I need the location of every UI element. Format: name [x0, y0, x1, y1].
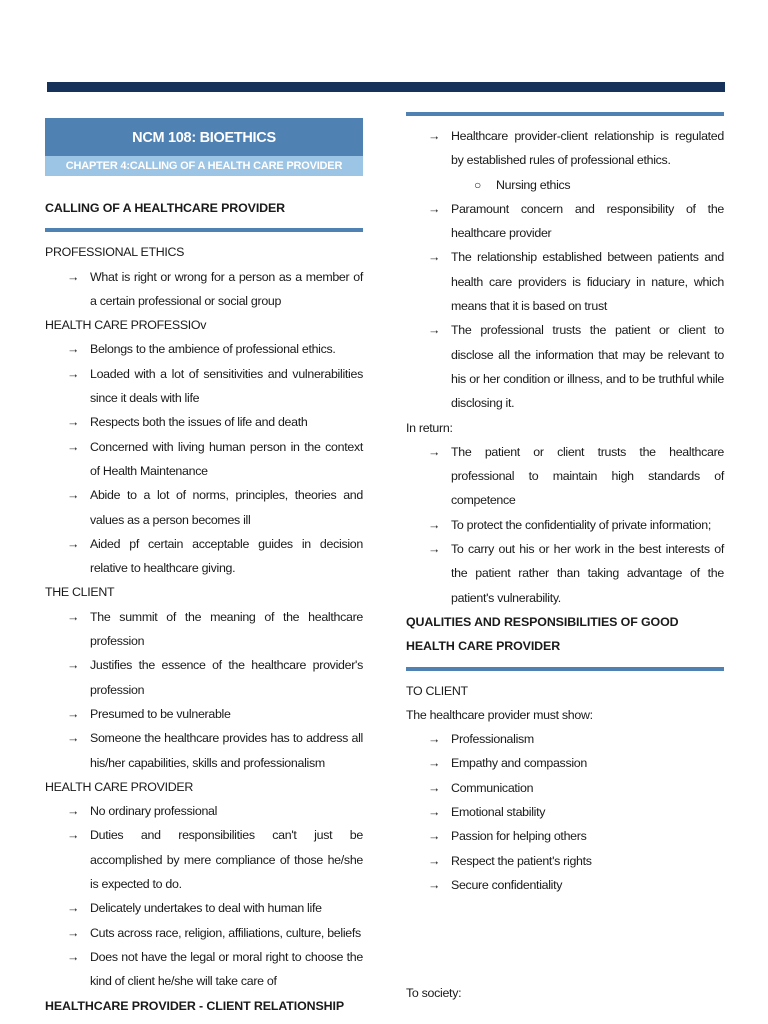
arrow-icon: → — [67, 731, 80, 746]
list-item — [45, 605, 363, 654]
list-item — [45, 337, 363, 361]
list-item-text: Respect the patient's rights — [451, 853, 592, 868]
list-item-text: Paramount concern and responsibility of the healthcare provider — [451, 201, 724, 241]
list-item — [45, 362, 363, 411]
list-item — [45, 945, 363, 994]
list-item-text: Someone the healthcare provides has to address all his/her capabilities, skills and professionalism — [90, 731, 363, 770]
list-item — [406, 245, 724, 318]
arrow-icon: → — [67, 658, 80, 673]
arrow-icon: → — [428, 732, 441, 747]
provider-list — [45, 799, 363, 993]
to-society-label: To society: — [406, 986, 462, 1001]
list-item-text: Cuts across race, religion, affiliations, culture, beliefs — [90, 925, 361, 940]
arrow-icon: → — [67, 366, 80, 381]
hc-profession-label: HEALTH CARE PROFESSIOv — [45, 318, 207, 333]
list-item — [406, 849, 724, 873]
arrow-icon: → — [428, 250, 441, 265]
list-item — [45, 653, 363, 702]
prof-ethics-list — [45, 265, 363, 314]
list-item — [406, 800, 724, 824]
must-show-list — [406, 727, 724, 897]
list-item-text: Emotional stability — [451, 805, 546, 820]
chapter-subtitle: CHAPTER 4:CALLING OF A HEALTH CARE PROVIDER — [45, 156, 363, 176]
arrow-icon: → — [67, 342, 80, 357]
arrow-icon: → — [428, 517, 441, 532]
arrow-icon: → — [67, 536, 80, 551]
arrow-icon: → — [67, 415, 80, 430]
list-item — [406, 824, 724, 848]
list-item-text: Aided pf certain acceptable guides in decision relative to healthcare giving. — [90, 536, 363, 576]
arrow-icon: → — [67, 609, 80, 624]
to-client-label: TO CLIENT — [406, 683, 468, 698]
list-item — [45, 483, 363, 532]
calling-heading: CALLING OF A HEALTHCARE PROVIDER — [45, 201, 286, 215]
sub-list-item — [406, 173, 724, 197]
circle-bullet-icon: ○ — [474, 177, 481, 192]
list-item — [406, 776, 724, 800]
hc-profession-list — [45, 337, 363, 580]
list-item-text: The patient or client trusts the healthcare professional to maintain high standards of competence — [451, 444, 724, 508]
list-item-text: Justifies the essence of the healthcare provider's profession — [90, 658, 363, 697]
prof-ethics-label: PROFESSIONAL ETHICS — [45, 245, 185, 260]
left-column — [45, 118, 363, 1018]
provider-label: HEALTH CARE PROVIDER — [45, 779, 193, 794]
arrow-icon: → — [428, 323, 441, 338]
list-item-text: Delicately undertakes to deal with human life — [90, 901, 322, 916]
arrow-icon: → — [67, 269, 80, 284]
arrow-icon: → — [67, 828, 80, 843]
arrow-icon: → — [67, 901, 80, 916]
client-label: THE CLIENT — [45, 585, 115, 600]
arrow-icon: → — [428, 201, 441, 216]
arrow-icon: → — [428, 129, 441, 143]
arrow-icon: → — [67, 439, 80, 454]
list-item — [45, 726, 363, 775]
arrow-icon: → — [67, 488, 80, 503]
list-item — [406, 124, 724, 173]
relationship-heading: HEALTHCARE PROVIDER - CLIENT RELATIONSHIP — [45, 998, 345, 1013]
list-item — [45, 435, 363, 484]
list-item — [45, 921, 363, 945]
list-item — [406, 727, 724, 751]
list-item-text: Healthcare provider-client relationship is regulated by established rules of professional ethics. — [451, 129, 724, 168]
arrow-icon: → — [67, 804, 80, 819]
arrow-icon: → — [428, 542, 441, 557]
list-item-text: Communication — [451, 780, 534, 795]
list-item — [45, 410, 363, 434]
list-item-text: Loaded with a lot of sensitivities and vulnerabilities since it deals with life — [90, 366, 363, 406]
list-item — [45, 896, 363, 920]
arrow-icon: → — [428, 853, 441, 868]
list-item-text: To protect the confidentiality of private information; — [451, 517, 711, 532]
list-item-text: Does not have the legal or moral right to choose the kind of client he/she will take care of — [90, 949, 363, 989]
arrow-icon: → — [67, 949, 80, 964]
arrow-icon: → — [428, 805, 441, 820]
list-item — [406, 197, 724, 246]
list-item-text: The summit of the meaning of the healthcare profession — [90, 609, 363, 649]
list-item-text: Secure confidentiality — [451, 877, 563, 892]
list-item — [406, 440, 724, 513]
list-item — [45, 532, 363, 581]
list-item-text: No ordinary professional — [90, 804, 218, 819]
list-item-text: Professionalism — [451, 732, 534, 747]
list-item-text: Respects both the issues of life and death — [90, 415, 308, 430]
arrow-icon: → — [428, 829, 441, 844]
list-item — [406, 873, 724, 897]
list-item — [406, 751, 724, 775]
arrow-icon: → — [428, 780, 441, 795]
sub-list-item-text: Nursing ethics — [496, 177, 571, 192]
relationship-list — [406, 197, 724, 416]
list-item — [406, 318, 724, 415]
list-item-text: Duties and responsibilities can't just be accomplished by mere compliance of those he/she is expected to do. — [90, 828, 363, 892]
list-item — [45, 823, 363, 896]
list-item — [406, 513, 724, 537]
list-item-text: Abide to a lot of norms, principles, theories and values as a person becomes ill — [90, 488, 363, 527]
must-show-label: The healthcare provider must show: — [406, 707, 593, 722]
in-return-label: In return: — [406, 420, 453, 435]
list-item-text: Passion for helping others — [451, 829, 587, 844]
arrow-icon: → — [428, 877, 441, 892]
right-column — [406, 112, 724, 1006]
list-item — [45, 799, 363, 823]
list-item-text: Empathy and compassion — [451, 756, 587, 771]
list-item-text: The relationship established between patients and health care providers is fiduciary in nature, which means that it is based on trust — [451, 250, 724, 314]
list-item — [45, 702, 363, 726]
arrow-icon: → — [67, 706, 80, 721]
list-item — [406, 537, 724, 610]
list-item-text: To carry out his or her work in the best interests of the patient rather than taking advantage of the patient's vulnerability. — [451, 542, 724, 605]
arrow-icon: → — [428, 444, 441, 459]
arrow-icon: → — [428, 756, 441, 771]
document-title: NCM 108: BIOETHICS — [45, 118, 363, 156]
list-item-text: The professional trusts the patient or client to disclose all the information that may be relevant to his or her condition or illness, and to be truthful while disclosing it. — [451, 323, 724, 411]
arrow-icon: → — [67, 925, 80, 940]
list-item-text: What is right or wrong for a person as a member of a certain professional or social group — [90, 269, 363, 308]
list-item-text: Presumed to be vulnerable — [90, 706, 231, 721]
list-item-text: Belongs to the ambience of professional ethics. — [90, 342, 336, 357]
list-item — [45, 265, 363, 314]
list-item-text: Concerned with living human person in the context of Health Maintenance — [90, 439, 363, 478]
qualities-heading: QUALITIES AND RESPONSIBILITIES OF GOOD HEALTH CARE PROVIDER — [406, 614, 679, 654]
in-return-list — [406, 440, 724, 610]
client-list — [45, 605, 363, 775]
top-bar — [47, 82, 725, 92]
